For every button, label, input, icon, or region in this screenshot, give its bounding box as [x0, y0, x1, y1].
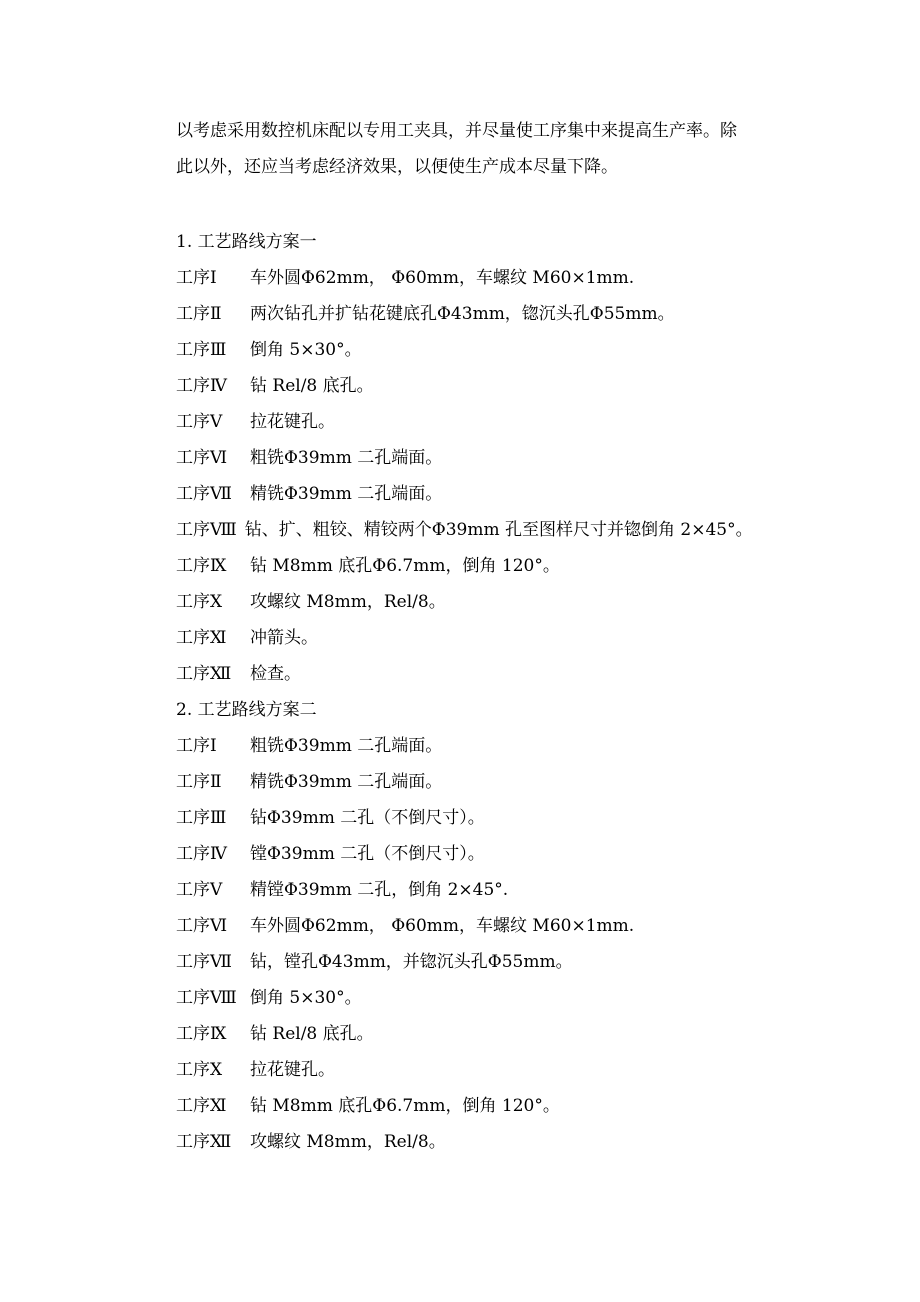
step-text: 检查。 — [250, 664, 301, 684]
step-code: 工序Ⅳ — [176, 376, 227, 396]
step-code: 工序Ⅻ — [176, 1132, 232, 1152]
step-code: 工序Ⅲ — [176, 808, 227, 828]
step-text: 车外圆Φ62mm， Φ60mm，车螺纹 M60×1mm. — [250, 916, 635, 936]
plan-2-step — [176, 908, 836, 944]
step-code: 工序Ⅴ — [176, 880, 223, 900]
step-code: 工序Ⅸ — [176, 1024, 227, 1044]
plan-2-step — [176, 836, 836, 872]
plan-2-step — [176, 764, 836, 800]
process-route-list — [176, 224, 836, 1160]
step-code: 工序Ⅹ — [176, 592, 223, 612]
step-text: 拉花键孔。 — [250, 1060, 335, 1080]
plan-1-step — [176, 368, 836, 404]
plan-1-step — [176, 296, 836, 332]
step-code: 工序Ⅱ — [176, 772, 222, 792]
step-code: 工序Ⅻ — [176, 664, 232, 684]
step-text: 攻螺纹 M8mm，Rel/8。 — [250, 592, 446, 612]
step-code: 工序Ⅷ — [176, 520, 237, 540]
step-text: 倒角 5×30°。 — [250, 340, 362, 360]
step-code: 工序Ⅸ — [176, 556, 227, 576]
step-text: 钻 Rel/8 底孔。 — [250, 376, 374, 396]
step-text: 冲箭头。 — [250, 628, 318, 648]
step-code: 工序Ⅴ — [176, 412, 223, 432]
plan-1-step — [176, 332, 836, 368]
plan-1-step — [176, 440, 836, 476]
plan-2-step — [176, 1016, 836, 1052]
step-code: 工序Ⅰ — [176, 268, 217, 288]
plan-1-step — [176, 656, 836, 692]
step-code: 工序Ⅶ — [176, 484, 232, 504]
step-code: 工序Ⅱ — [176, 304, 222, 324]
step-code: 工序Ⅲ — [176, 340, 227, 360]
plan-1-step — [176, 620, 836, 656]
step-text: 钻、扩、粗铰、精铰两个Φ39mm 孔至图样尺寸并锪倒角 2×45°。 — [244, 520, 753, 540]
plan-2-heading: 2. 工艺路线方案二 — [176, 700, 317, 720]
step-code: 工序Ⅵ — [176, 916, 228, 936]
step-text: 倒角 5×30°。 — [250, 988, 362, 1008]
plan-2-step — [176, 1124, 836, 1160]
step-text: 两次钻孔并扩钻花键底孔Φ43mm，锪沉头孔Φ55mm。 — [250, 304, 675, 324]
intro-line-2: 此以外，还应当考虑经济效果，以便使生产成本尽量下降。 — [176, 157, 618, 177]
plan-1-step — [176, 584, 836, 620]
step-text: 精铣Φ39mm 二孔端面。 — [250, 772, 443, 792]
step-text: 钻 M8mm 底孔Φ6.7mm，倒角 120°。 — [250, 556, 560, 576]
step-text: 精铣Φ39mm 二孔端面。 — [250, 484, 443, 504]
step-text: 镗Φ39mm 二孔（不倒尺寸）。 — [250, 844, 485, 864]
step-text: 钻 M8mm 底孔Φ6.7mm，倒角 120°。 — [250, 1096, 560, 1116]
step-code: 工序Ⅹ — [176, 1060, 223, 1080]
step-code: 工序Ⅺ — [176, 1096, 227, 1116]
plan-1-step — [176, 260, 836, 296]
step-code: 工序Ⅷ — [176, 988, 237, 1008]
plan-2-step — [176, 728, 836, 764]
plan-1-step — [176, 548, 836, 584]
step-text: 钻 Rel/8 底孔。 — [250, 1024, 374, 1044]
step-code: 工序Ⅺ — [176, 628, 227, 648]
step-text: 拉花键孔。 — [250, 412, 335, 432]
step-text: 粗铣Φ39mm 二孔端面。 — [250, 448, 443, 468]
step-text: 钻，镗孔Φ43mm，并锪沉头孔Φ55mm。 — [250, 952, 573, 972]
intro-line-1: 以考虑采用数控机床配以专用工夹具，并尽量使工序集中来提高生产率。除 — [176, 121, 737, 141]
plan-2-step — [176, 872, 836, 908]
plan-2-step — [176, 1052, 836, 1088]
step-text: 粗铣Φ39mm 二孔端面。 — [250, 736, 443, 756]
plan-1-step — [176, 476, 836, 512]
step-code: 工序Ⅰ — [176, 736, 217, 756]
plan-2-step — [176, 980, 836, 1016]
intro-paragraph — [176, 113, 796, 185]
step-text: 钻Φ39mm 二孔（不倒尺寸）。 — [250, 808, 485, 828]
plan-1-heading: 1. 工艺路线方案一 — [176, 232, 317, 252]
plan-1-step — [176, 512, 836, 548]
step-code: 工序Ⅶ — [176, 952, 232, 972]
step-code: 工序Ⅳ — [176, 844, 227, 864]
plan-2-step — [176, 1088, 836, 1124]
step-text: 攻螺纹 M8mm，Rel/8。 — [250, 1132, 446, 1152]
step-text: 精镗Φ39mm 二孔，倒角 2×45°. — [250, 880, 509, 900]
plan-2-step — [176, 944, 836, 980]
step-text: 车外圆Φ62mm， Φ60mm，车螺纹 M60×1mm. — [250, 268, 635, 288]
step-code: 工序Ⅵ — [176, 448, 228, 468]
plan-2-step — [176, 800, 836, 836]
plan-1-step — [176, 404, 836, 440]
